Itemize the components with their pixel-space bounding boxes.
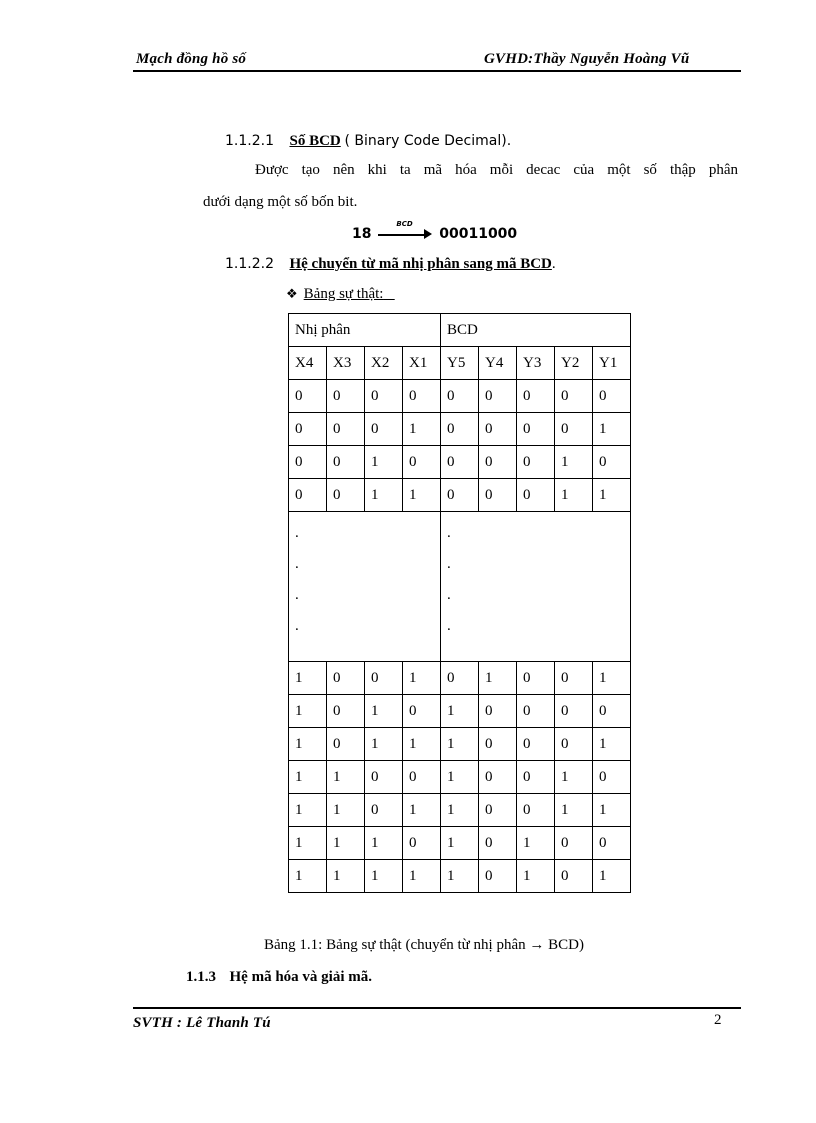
table-cell: 0 — [289, 446, 327, 479]
table-row — [289, 827, 631, 860]
table-cell: 1 — [555, 479, 593, 512]
column-header: X4 — [289, 347, 327, 380]
table-cell: 1 — [441, 860, 479, 893]
table-cell: 0 — [327, 728, 365, 761]
table-cell: 1 — [593, 860, 631, 893]
example-bcd: 00011000 — [439, 226, 518, 242]
table-cell: 0 — [327, 380, 365, 413]
table-cell: 0 — [327, 662, 365, 695]
table-cell: 1 — [403, 728, 441, 761]
table-cell: 1 — [365, 827, 403, 860]
table-cell: 1 — [593, 479, 631, 512]
table-row — [289, 662, 631, 695]
table-cell: 1 — [289, 662, 327, 695]
table-cell: 0 — [479, 380, 517, 413]
header-right-advisor: GVHD:Thầy Nguyễn Hoàng Vũ — [484, 51, 690, 67]
footer-author: SVTH : Lê Thanh Tú — [133, 1015, 271, 1031]
table-cell: 1 — [403, 413, 441, 446]
table-cell: 1 — [441, 761, 479, 794]
column-header: X3 — [327, 347, 365, 380]
page-number: 2 — [714, 1012, 722, 1028]
table-row — [289, 695, 631, 728]
table-cell: 1 — [289, 794, 327, 827]
header-left-title: Mạch đồng hồ số — [136, 51, 247, 67]
table-cell: 0 — [517, 413, 555, 446]
table-cell: 0 — [365, 380, 403, 413]
table-cell: 1 — [593, 728, 631, 761]
table-cell: 1 — [365, 695, 403, 728]
table-row — [289, 794, 631, 827]
table-cell: 0 — [441, 479, 479, 512]
table-cell: 0 — [517, 662, 555, 695]
table-cell: 0 — [555, 860, 593, 893]
table-cell: 0 — [403, 695, 441, 728]
column-header: Y2 — [555, 347, 593, 380]
table-cell: 1 — [555, 761, 593, 794]
section-subtitle: ( Binary Code Decimal). — [344, 133, 512, 149]
table-cell: 0 — [593, 380, 631, 413]
table-row — [289, 761, 631, 794]
table-cell: 1 — [441, 728, 479, 761]
table-group-header-row — [289, 314, 631, 347]
table-cell: 0 — [327, 446, 365, 479]
table-cell: 1 — [365, 728, 403, 761]
table-cell: 1 — [555, 794, 593, 827]
table-cell: 1 — [289, 860, 327, 893]
table-cell: 0 — [517, 479, 555, 512]
table-cell: 0 — [289, 380, 327, 413]
column-header: Y3 — [517, 347, 555, 380]
group-header-bcd: BCD — [441, 314, 631, 347]
table-cell: 0 — [479, 794, 517, 827]
table-cell: 1 — [441, 695, 479, 728]
header-rule — [133, 70, 741, 72]
table-cell: 0 — [365, 413, 403, 446]
table-cell: 0 — [327, 479, 365, 512]
table-cell: 0 — [479, 413, 517, 446]
table-cell: 0 — [479, 827, 517, 860]
table-cell: 0 — [441, 446, 479, 479]
section-number: 1.1.2.2 — [225, 256, 274, 272]
bcd-example — [352, 220, 518, 242]
truth-table-bullet — [286, 286, 395, 303]
table-cell: 0 — [593, 695, 631, 728]
section-1-1-3-heading — [186, 969, 372, 986]
table-row — [289, 860, 631, 893]
table-cell: 1 — [441, 827, 479, 860]
table-cell: 0 — [479, 728, 517, 761]
table-cell: 1 — [593, 662, 631, 695]
table-row — [289, 380, 631, 413]
table-cell: 0 — [555, 695, 593, 728]
table-cell: 0 — [479, 446, 517, 479]
table-cell: 0 — [365, 794, 403, 827]
table-cell: 0 — [479, 479, 517, 512]
table-cell: 1 — [365, 479, 403, 512]
table-cell: 0 — [517, 728, 555, 761]
table-cell: 0 — [517, 446, 555, 479]
section-title: Hệ chuyển từ mã nhị phân sang mã BCD — [289, 256, 552, 272]
table-cell: 0 — [327, 695, 365, 728]
table-cell: 0 — [517, 794, 555, 827]
column-header: Y1 — [593, 347, 631, 380]
table-cell: 0 — [555, 380, 593, 413]
table-cell: 1 — [327, 794, 365, 827]
footer-rule — [133, 1007, 741, 1009]
right-arrow-icon — [378, 220, 432, 240]
table-cell: 0 — [403, 446, 441, 479]
table-cell: 0 — [441, 413, 479, 446]
table-cell: 0 — [479, 695, 517, 728]
table-cell: 0 — [403, 380, 441, 413]
table-cell: 0 — [327, 413, 365, 446]
table-cell: 0 — [403, 827, 441, 860]
section-title-end: . — [551, 256, 556, 272]
table-cell: 0 — [517, 761, 555, 794]
table-cell: 1 — [555, 446, 593, 479]
table-ellipsis-row — [289, 512, 631, 662]
table-cell: 0 — [593, 827, 631, 860]
table-cell: 0 — [517, 695, 555, 728]
bcd-paragraph-line2: dưới dạng một số bốn bit. — [203, 194, 358, 210]
table-cell: 0 — [289, 479, 327, 512]
table-row — [289, 413, 631, 446]
table-cell: 0 — [555, 728, 593, 761]
table-cell: 1 — [403, 860, 441, 893]
table-cell: 0 — [593, 446, 631, 479]
column-header: X1 — [403, 347, 441, 380]
table-cell: 0 — [555, 662, 593, 695]
table-cell: 1 — [517, 827, 555, 860]
table-cell: 1 — [289, 728, 327, 761]
column-header: X2 — [365, 347, 403, 380]
table-cell: 1 — [403, 479, 441, 512]
table-row — [289, 728, 631, 761]
table-cell: 1 — [289, 827, 327, 860]
arrow-label: BCD — [396, 220, 413, 228]
section-1-1-2-2-heading — [225, 256, 556, 273]
table-cell: 0 — [479, 761, 517, 794]
column-header: Y4 — [479, 347, 517, 380]
table-cell: 1 — [593, 794, 631, 827]
table-cell: 1 — [441, 794, 479, 827]
rows-bottom — [289, 662, 631, 893]
table-cell: 0 — [479, 860, 517, 893]
truth-table — [288, 313, 631, 893]
table-cell: 0 — [289, 413, 327, 446]
table-cell: 1 — [593, 413, 631, 446]
table-cell: 0 — [593, 761, 631, 794]
table-cell: 1 — [327, 761, 365, 794]
section-1-1-2-1-heading — [225, 133, 511, 150]
table-cell: 1 — [365, 860, 403, 893]
bcd-paragraph-line1: Được tạo nên khi ta mã hóa mỗi decac của một số thập phân — [255, 162, 738, 178]
diamond-bullet-icon: ❖ — [286, 286, 298, 301]
section-number: 1.1.2.1 — [225, 133, 274, 149]
table-cell: 1 — [365, 446, 403, 479]
group-header-binary: Nhị phân — [289, 314, 441, 347]
section-title: Số BCD — [289, 133, 341, 149]
table-cell: 0 — [555, 827, 593, 860]
section-number: 1.1.3 — [186, 969, 216, 985]
table-cell: 1 — [403, 794, 441, 827]
table-cell: 0 — [441, 662, 479, 695]
table-cell: 0 — [517, 380, 555, 413]
table-row — [289, 479, 631, 512]
column-header: Y5 — [441, 347, 479, 380]
table-cell: 0 — [555, 413, 593, 446]
table-cell: 1 — [289, 695, 327, 728]
table-cell: 1 — [517, 860, 555, 893]
ellipsis-bcd: . . . . — [441, 512, 631, 662]
table-cell: 0 — [403, 761, 441, 794]
table-column-header-row — [289, 347, 631, 380]
table-caption: Bảng 1.1: Bảng sự thật (chuyển từ nhị phân → BCD) — [264, 937, 584, 953]
section-title: Hệ mã hóa và giải mã. — [229, 969, 372, 985]
bullet-label: Bảng sự thật: — [303, 286, 384, 302]
table-cell: 1 — [289, 761, 327, 794]
table-cell: 0 — [365, 662, 403, 695]
example-decimal: 18 — [352, 226, 372, 242]
table-cell: 1 — [327, 827, 365, 860]
rows-top — [289, 380, 631, 512]
table-row — [289, 446, 631, 479]
table-cell: 0 — [365, 761, 403, 794]
table-cell: 1 — [327, 860, 365, 893]
table-cell: 1 — [403, 662, 441, 695]
ellipsis-binary: . . . . — [289, 512, 441, 662]
table-cell: 1 — [479, 662, 517, 695]
table-cell: 0 — [441, 380, 479, 413]
